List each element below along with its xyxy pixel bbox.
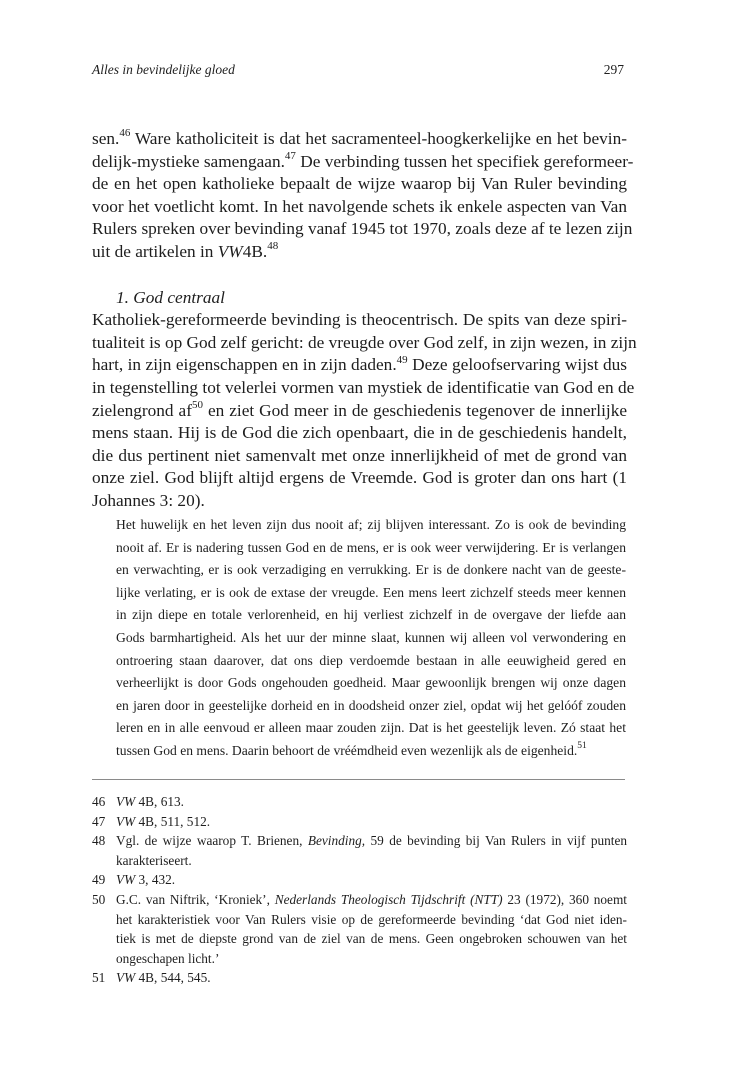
quote-line: in zijn diepe en totale verlorenheid, en hij verliest zichzelf in de overgave der liefde aan [116,607,626,623]
footnote-ref[interactable]: 48 [267,240,279,253]
footnote-divider [92,779,625,780]
quote-line: ontroering staan daarover, dat ons diep verdoemde bestaan in alle eeuwigheid gered en [116,652,626,668]
footnote-ref[interactable]: 50 [191,398,203,411]
body-line: zielengrond $af^{50}$ en ziet God meer in de geschiedenis tegenover de innerlijke [92,398,627,420]
body-line: delijk-mystieke samengaan.$^{47}$ De verbinding tussen het specifiek gereformeer- [92,149,634,171]
body-line: voor het voetlicht komt. In het navolgende schets ik enkele aspecten van Van [92,196,627,216]
body-line: Johannes 3: 20). [92,490,205,510]
footnote-number: 48 [92,833,106,849]
footnote [92,812,627,832]
footnote-text: VW 4B, 544, 545. [116,970,211,986]
footnote-ref[interactable]: 51 [577,741,587,752]
quote-line: verheerlijkt is door Gods ongehouden goedheid. Maar gewoonlijk brengen wij onze dagen [116,675,626,691]
footnotes [92,792,627,988]
footnote-number: 46 [92,794,106,809]
body-line: Katholiek-gereformeerde bevinding is theocentrisch. De spits van deze spiri- [92,310,627,330]
footnote-number: 51 [92,970,106,986]
footnote-ref[interactable]: 49 [396,353,408,366]
page-number: 297 [603,62,624,77]
block-quote [116,514,626,763]
quote-line: nooit af. Er is nadering tussen God en de mens, er is ook weer verwijdering. Er is verlangen [116,539,626,555]
footnote [92,890,627,968]
quote-line: leren en in alle eenvoud er alleen maar zouden zijn. Dat is het geestelijk leven. Zó staat het [116,720,626,736]
footnote-ref[interactable]: 47 [284,149,296,162]
body-line: onze ziel. God blijft altijd ergens de Vreemde. God is groter dan ons hart (1 [92,468,627,488]
quote-line: lijke verlating, er is ook de extase der vreugde. Een mens leert zichzelf steeds meer kennen [116,584,626,600]
quote-line: en verwachting, er is ook verzadiging en verrukking. Er is de donkere nacht van de geeste- [116,562,626,578]
body-line: sen.$^{46}$ Ware katholiciteit is dat het sacramenteel-hoogkerkelijke en het bevin- [92,127,627,148]
footnote-number: 50 [92,891,106,907]
footnote-ref[interactable]: 46 [119,127,131,140]
section-heading: 1. God centraal [116,287,225,307]
body-line: tualiteit is op God zelf gericht: de vreugde over God zelf, in zijn wezen, in zijn [92,332,637,352]
running-title: Alles in bevindelijke gloed [92,62,235,77]
body-line: hart, in zijn eigenschappen en in zijn daden.$^{49}$ Deze geloofservaring wijst dus [92,353,627,375]
footnote-number: 49 [92,872,106,888]
quote-line: en jaren door in geestelijke dorheid en in doodsheid onzer ziel, opdat wij het gelóóf zouden [116,697,626,713]
footnote [92,870,627,890]
running-header [92,62,624,84]
quote-line: Het huwelijk en het leven zijn dus nooit af; zij blijven interessant. Zo is ook de bevinding [116,517,626,532]
main-text [92,127,637,513]
quote-line: tussen God en mens. Daarin behoort de vréémdheid even wezenlijk als de eigenheid.$^{51}$ [116,741,587,758]
footnote [92,968,627,988]
body-line: de en het open katholieke bepaalt de wijze waarop bij Van Ruler bevinding [92,174,627,194]
footnote-text: VW 4B, 613. [116,794,184,809]
body-line: Rulers spreken over bevinding vanaf 1945 tot 1970, zoals deze af te lezen zijn [92,219,633,239]
body-line: mens staan. Hij is de God die zich openbaart, die in de geschiedenis handelt, [92,423,627,443]
footnote-number: 47 [92,813,106,829]
footnote-text: Vgl. de wijze waarop T. Brienen, Bevinding, 59 de bevinding bij Van Rulers in vijf punten karakteriseert. [116,833,628,868]
footnote-text: VW 3, 432. [116,872,176,888]
quote-line: Gods barmhartigheid. Als het uur der minne slaat, kunnen wij alleen vol verwondering en [116,629,626,645]
footnote-text: G.C. van Niftrik, ‘Kroniek’, Nederlands Theologisch Tijdschrift (NTT) 23 (1972), 360 noemt het karakteristiek voor Van Rulers visie op de gereformeerde bevinding ‘dat God niet iden- tiek is met de diepste grond van de ziel van de mens. Geen ongebroken schouwen van het ongeschapen licht.’ [116,891,627,966]
footnote-text: VW 4B, 511, 512. [116,813,211,829]
body-line: uit de artikelen in VW4B.$^{48}$ [92,240,279,261]
footnote [92,831,627,870]
footnote [92,792,627,812]
body-line: die dus pertinent niet samenvalt met onze innerlijkheid of met de grond van [92,445,627,465]
body-line: in tegenstelling tot velerlei vormen van mystiek de identificatie van God en de [92,377,635,397]
